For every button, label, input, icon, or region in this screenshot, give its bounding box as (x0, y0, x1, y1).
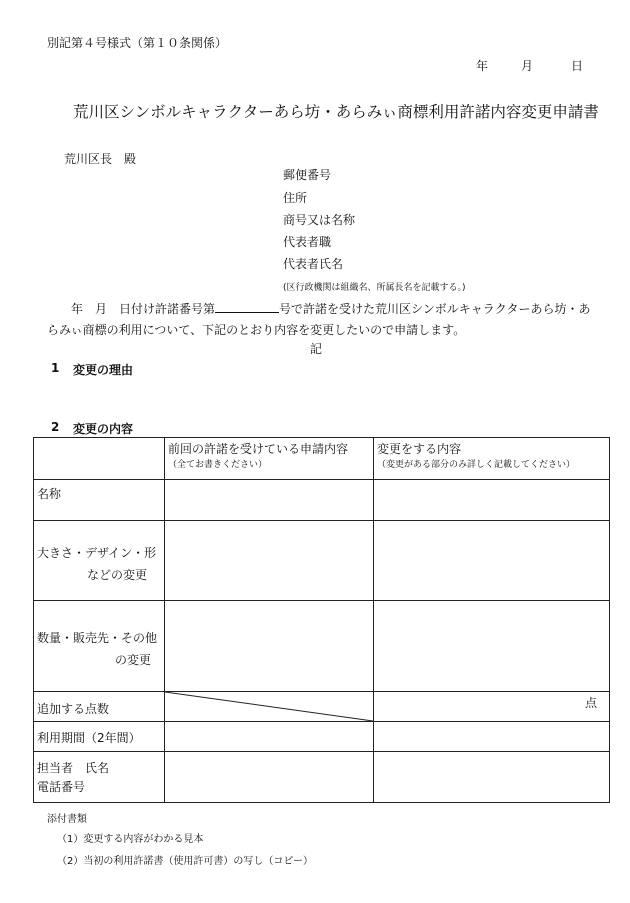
row-quantity-label-line1: 数量・販売先・その他 (37, 631, 158, 645)
table-row-period (34, 722, 610, 752)
row-name-previous-input[interactable] (165, 480, 374, 521)
date-day-label: 日 (571, 59, 584, 73)
table-row-quantity (34, 601, 610, 692)
table-row-contact (34, 752, 610, 803)
diagonal-strike (165, 692, 373, 721)
header-change-note: （変更がある部分のみ詳しく記載してください） (377, 460, 576, 470)
points-unit: 点 (584, 696, 597, 710)
row-period-label: 利用期間（2年間） (37, 731, 141, 745)
representative-name-label: 代表者氏名 (283, 257, 344, 271)
row-name-change-input[interactable] (374, 480, 610, 521)
row-contact-label-line1: 担当者 氏名 (37, 761, 110, 775)
section-1-number: 1 (51, 361, 60, 375)
date-year-label: 年 (476, 59, 489, 73)
addressee: 荒川区長 殿 (64, 152, 137, 166)
row-size-label-line1: 大きさ・デザイン・形 (37, 546, 157, 560)
row-period-label-cell (34, 722, 165, 752)
row-size-change-input[interactable] (374, 521, 610, 601)
table-header-row (34, 438, 610, 480)
postal-code-label: 郵便番号 (283, 168, 332, 182)
header-change-label: 変更をする内容 (377, 442, 462, 456)
row-points-label: 追加する点数 (37, 702, 110, 716)
ki-label: 記 (310, 342, 323, 356)
header-change-cell (374, 438, 610, 480)
address-label: 住所 (283, 191, 308, 205)
body-line-1 (71, 300, 590, 317)
row-size-label-line2: などの変更 (86, 568, 147, 582)
applicant-note: (区行政機関は組織名、所属長名を記載する。) (283, 283, 466, 293)
table-row-points (34, 692, 610, 722)
header-previous-cell (165, 438, 374, 480)
row-name-label: 名称 (37, 487, 62, 501)
row-points-change-input[interactable] (374, 692, 610, 722)
row-period-change-input[interactable] (374, 722, 610, 752)
row-points-label-cell (34, 692, 165, 722)
page-title: 荒川区シンボルキャラクターあら坊・あらみぃ商標利用許諾内容変更申請書 (73, 103, 599, 121)
date-month-label: 月 (521, 59, 534, 73)
header-previous-label: 前回の許諾を受けている申請内容 (168, 442, 349, 456)
row-quantity-previous-input[interactable] (165, 601, 374, 692)
body-line-2: らみぃ商標の利用について、下記のとおり内容を変更したいので申請します。 (47, 323, 466, 337)
section-2-number: 2 (51, 420, 60, 434)
row-name-label-cell (34, 480, 165, 521)
section-2-heading: 変更の内容 (73, 422, 134, 436)
representative-title-label: 代表者職 (283, 235, 332, 249)
header-blank-cell (34, 438, 165, 480)
row-quantity-label-cell (34, 601, 165, 692)
company-name-label: 商号又は名称 (283, 213, 356, 227)
row-contact-previous-input[interactable] (165, 752, 374, 803)
table-row-size-design (34, 521, 610, 601)
row-size-label-cell (34, 521, 165, 601)
row-period-previous-input[interactable] (165, 722, 374, 752)
row-contact-label-line2: 電話番号 (37, 780, 86, 794)
permit-number-blank (215, 300, 279, 313)
row-contact-change-input[interactable] (374, 752, 610, 803)
section-1-heading: 変更の理由 (73, 363, 134, 377)
form-number: 別記第４号様式（第１０条関係） (47, 36, 228, 50)
header-previous-note: （全てお書きください） (168, 460, 268, 470)
attachment-item-2: （2）当初の利用許諾書（使用許可書）の写し（コピー） (57, 856, 313, 867)
row-quantity-label-line2: の変更 (114, 653, 151, 667)
attachments-heading: 添付書類 (47, 814, 87, 825)
row-points-previous-cell-crossed (165, 692, 374, 722)
table-row-name (34, 480, 610, 521)
change-content-table (33, 437, 610, 803)
row-contact-label-cell (34, 752, 165, 803)
row-size-previous-input[interactable] (165, 521, 374, 601)
body-line-1-prefix: 年 月 日付け許諾番号第 (71, 302, 216, 316)
body-line-1-suffix: 号で許諾を受けた荒川区シンボルキャラクターあら坊・あ (279, 302, 591, 316)
row-quantity-change-input[interactable] (374, 601, 610, 692)
attachment-item-1: （1）変更する内容がわかる見本 (57, 834, 204, 845)
